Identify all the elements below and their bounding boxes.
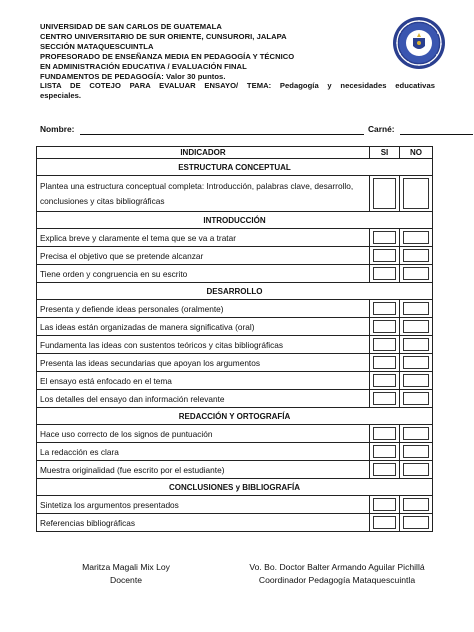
section-row [37, 212, 433, 229]
student-info-row [40, 124, 434, 138]
nombre-label: Nombre: [40, 124, 75, 134]
checkbox-si[interactable] [373, 463, 396, 476]
table-row [37, 354, 433, 372]
cell-si [370, 496, 400, 514]
checkbox-no[interactable] [403, 516, 429, 529]
checkbox-no[interactable] [403, 392, 429, 405]
cell-no [400, 443, 433, 461]
checkbox-no[interactable] [403, 320, 429, 333]
cell-no [400, 300, 433, 318]
cell-no [400, 461, 433, 479]
checkbox-no[interactable] [403, 445, 429, 458]
indicator-text: Los detalles del ensayo dan información relevante [37, 390, 370, 408]
indicator-text: La redacción es clara [37, 443, 370, 461]
section-row [37, 479, 433, 496]
checkbox-si[interactable] [373, 427, 396, 440]
cell-si [370, 354, 400, 372]
cell-si [370, 318, 400, 336]
header-checklist-title: LISTA DE COTEJO PARA EVALUAR ENSAYO/ TEMA: Pedagogía y necesidades educativas [40, 81, 435, 91]
section-title: CONCLUSIONES y BIBLIOGRAFÍA [37, 479, 433, 496]
cell-no [400, 176, 433, 212]
checkbox-no[interactable] [403, 498, 429, 511]
table-row [37, 300, 433, 318]
indicator-text: Sintetiza los argumentos presentados [37, 496, 370, 514]
section-title: REDACCIÓN Y ORTOGRAFÍA [37, 408, 433, 425]
table-row [37, 247, 433, 265]
cell-si [370, 229, 400, 247]
indicator-text: Referencias bibliográficas [37, 514, 370, 532]
teacher-role: Docente [109, 575, 142, 585]
table-header-row [37, 147, 433, 159]
cell-si [370, 265, 400, 283]
cell-si [370, 372, 400, 390]
checkbox-no[interactable] [403, 231, 429, 244]
section-row [37, 408, 433, 425]
cell-si [370, 461, 400, 479]
checkbox-si[interactable] [373, 445, 396, 458]
indicator-text: Tiene orden y congruencia en su escrito [37, 265, 370, 283]
university-seal-icon [392, 16, 446, 70]
section-row [37, 159, 433, 176]
indicator-text: Presenta las ideas secundarias que apoyan los argumentos [37, 354, 370, 372]
indicator-text: Muestra originalidad (fue escrito por el estudiante) [37, 461, 370, 479]
cell-no [400, 318, 433, 336]
section-title: DESARROLLO [37, 283, 433, 300]
checkbox-si[interactable] [373, 392, 396, 405]
table-row [37, 229, 433, 247]
signature-coordinator [212, 561, 462, 587]
indicator-text: Precisa el objetivo que se pretende alcanzar [37, 247, 370, 265]
header-program-cont: EN ADMINISTRACIÓN EDUCATIVA / EVALUACIÓN FINAL [40, 61, 247, 71]
checkbox-si[interactable] [373, 249, 396, 262]
cell-no [400, 390, 433, 408]
cell-no [400, 425, 433, 443]
checkbox-si[interactable] [373, 178, 396, 209]
table-row [37, 176, 433, 212]
checkbox-no[interactable] [403, 178, 429, 209]
checklist-table [36, 146, 433, 532]
table-row [37, 265, 433, 283]
column-header-si: SI [370, 147, 400, 159]
checkbox-no[interactable] [403, 249, 429, 262]
signature-teacher [56, 561, 196, 587]
cell-si [370, 247, 400, 265]
cell-no [400, 265, 433, 283]
carne-label: Carné: [368, 124, 395, 134]
column-header-no: NO [400, 147, 433, 159]
checkbox-si[interactable] [373, 498, 396, 511]
table-row [37, 514, 433, 532]
cell-no [400, 496, 433, 514]
indicator-text: Hace uso correcto de los signos de puntuación [37, 425, 370, 443]
indicator-text: Las ideas están organizadas de manera significativa (oral) [37, 318, 370, 336]
cell-si [370, 390, 400, 408]
cell-si [370, 300, 400, 318]
checkbox-si[interactable] [373, 231, 396, 244]
indicator-text: Explica breve y claramente el tema que se va a tratar [37, 229, 370, 247]
cell-no [400, 514, 433, 532]
cell-si [370, 443, 400, 461]
indicator-text: El ensayo está enfocado en el tema [37, 372, 370, 390]
indicator-text: Plantea una estructura conceptual completa: Introducción, palabras clave, desarrollo, conclusiones y citas bibliográficas [37, 176, 370, 212]
cell-si [370, 425, 400, 443]
section-title: ESTRUCTURA CONCEPTUAL [37, 159, 433, 176]
header-course: FUNDAMENTOS DE PEDAGOGÍA: Valor 30 puntos. [40, 71, 226, 81]
carne-field[interactable] [400, 134, 473, 135]
table-row [37, 425, 433, 443]
checkbox-si[interactable] [373, 320, 396, 333]
checkbox-si[interactable] [373, 356, 396, 369]
header-center: CENTRO UNIVERSITARIO DE SUR ORIENTE, CUNSURORI, JALAPA [40, 31, 287, 41]
checkbox-si[interactable] [373, 338, 396, 351]
checkbox-si[interactable] [373, 267, 396, 280]
table-row [37, 390, 433, 408]
document-header [40, 22, 435, 101]
table-row [37, 461, 433, 479]
checkbox-no[interactable] [403, 356, 429, 369]
checkbox-no[interactable] [403, 374, 429, 387]
cell-si [370, 336, 400, 354]
coordinator-role: Coordinador Pedagogía Mataquescuintla [258, 575, 416, 585]
checkbox-no[interactable] [403, 338, 429, 351]
cell-no [400, 372, 433, 390]
checkbox-si[interactable] [373, 516, 396, 529]
coordinator-name: Vo. Bo. Doctor Balter Armando Aguilar Pichillá [249, 562, 425, 572]
indicator-text: Presenta y defiende ideas personales (oralmente) [37, 300, 370, 318]
checkbox-si[interactable] [373, 374, 396, 387]
header-program: PROFESORADO DE ENSEÑANZA MEDIA EN PEDAGOGÍA Y TÉCNICO [40, 51, 295, 61]
header-university: UNIVERSIDAD DE SAN CARLOS DE GUATEMALA [40, 22, 222, 31]
cell-si [370, 176, 400, 212]
cell-no [400, 247, 433, 265]
table-row [37, 443, 433, 461]
teacher-name: Maritza Magali Mix Loy [82, 562, 170, 572]
checkbox-no[interactable] [403, 267, 429, 280]
cell-no [400, 229, 433, 247]
cell-no [400, 354, 433, 372]
nombre-field[interactable] [80, 134, 364, 135]
checkbox-no[interactable] [403, 302, 429, 315]
header-checklist-title-cont: especiales. [40, 91, 82, 101]
section-row [37, 283, 433, 300]
checkbox-no[interactable] [403, 427, 429, 440]
table-row [37, 496, 433, 514]
indicator-text: Fundamenta las ideas con sustentos teóricos y citas bibliográficas [37, 336, 370, 354]
cell-si [370, 514, 400, 532]
cell-no [400, 336, 433, 354]
table-row [37, 318, 433, 336]
table-row [37, 336, 433, 354]
checkbox-no[interactable] [403, 463, 429, 476]
header-section: SECCIÓN MATAQUESCUINTLA [40, 41, 154, 51]
checkbox-si[interactable] [373, 302, 396, 315]
table-row [37, 372, 433, 390]
section-title: INTRODUCCIÓN [37, 212, 433, 229]
column-header-indicator: INDICADOR [37, 147, 370, 159]
